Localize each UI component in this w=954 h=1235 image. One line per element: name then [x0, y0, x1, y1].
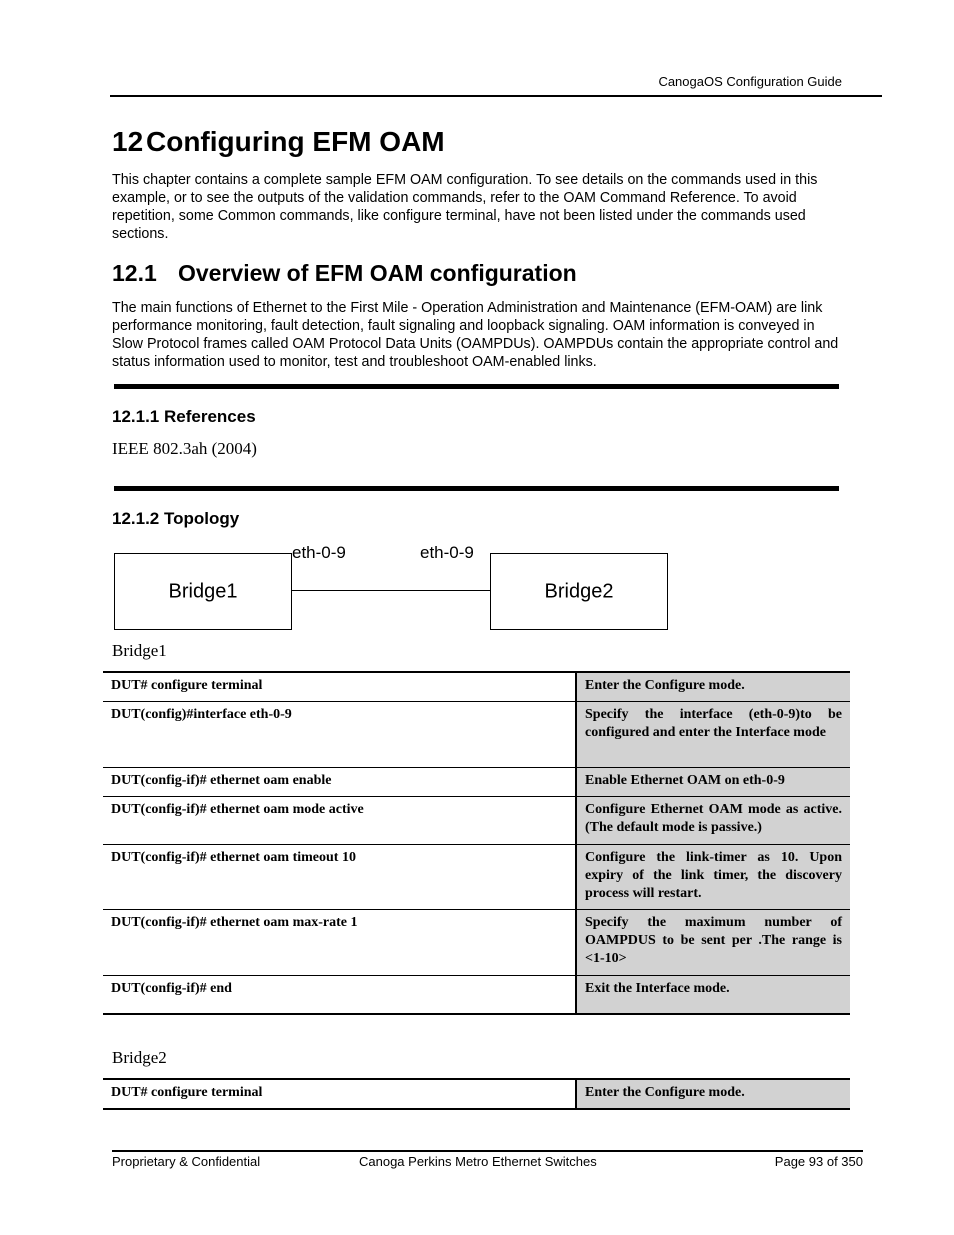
overview-paragraph: The main functions of Ethernet to the First Mile - Operation Administration and Maintenance (EFM-OAM) are link performance monitoring, fault detection, fault signaling and loopback signaling. OAM information is conveyed in Slow Protocol frames called OAM Protocol Data Units (OAMPDUs). OAMPDUs contain the appropriate control and status information used to monitor, test and troubleshoot OAM-enabled links. [112, 300, 839, 370]
description-cell: Enable Ethernet OAM on eth-0-9 [576, 768, 850, 797]
command-cell: DUT(config-if)# ethernet oam timeout 10 [103, 845, 576, 910]
header-rule [110, 95, 882, 97]
footer-rule [112, 1150, 863, 1152]
bridge1-label: Bridge1 [168, 580, 238, 602]
description-cell: Configure Ethernet OAM mode as active. (The default mode is passive.) [576, 797, 850, 845]
description-cell: Exit the Interface mode. [576, 976, 850, 1014]
link-line [291, 590, 490, 591]
description-cell: Enter the Configure mode. [576, 1079, 850, 1109]
separator-rule [114, 486, 839, 491]
description-cell: Specify the maximum number of OAMPDUS to be sent per .The range is <1-10> [576, 910, 850, 976]
footer-center: Canoga Perkins Metro Ethernet Switches [359, 1154, 597, 1169]
description-cell: Enter the Configure mode. [576, 672, 850, 702]
table-row [103, 976, 850, 1014]
section-heading [112, 260, 577, 287]
section-number: 12.1 [112, 260, 157, 286]
port-label-bridge1: eth-0-9 [292, 543, 346, 562]
command-cell: DUT# configure terminal [103, 1079, 576, 1109]
chapter-number: 12 [112, 126, 144, 157]
table-row [103, 768, 850, 797]
separator-rule [114, 384, 839, 389]
table-row [103, 702, 850, 768]
command-cell: DUT(config-if)# end [103, 976, 576, 1014]
bridge1-node [114, 553, 292, 630]
footer-left: Proprietary & Confidential [112, 1154, 261, 1169]
bridge1-caption: Bridge1 [112, 641, 167, 660]
description-cell: Configure the link-timer as 10. Upon expiry of the link timer, the discovery process will restart. [576, 845, 850, 910]
command-cell: DUT# configure terminal [103, 672, 576, 702]
bridge2-node [490, 553, 668, 630]
bridge2-command-table [103, 1078, 850, 1110]
table-row [103, 797, 850, 845]
command-cell: DUT(config-if)# ethernet oam mode active [103, 797, 576, 845]
table-row [103, 672, 850, 702]
table-row [103, 1079, 850, 1109]
table-row [103, 910, 850, 976]
section-title: Overview of EFM OAM configuration [178, 260, 577, 286]
chapter-title: Configuring EFM OAM [146, 126, 445, 157]
description-cell: Specify the interface (eth-0-9)to be configured and enter the Interface mode [576, 702, 850, 768]
header-title: CanogaOS Configuration Guide [658, 74, 842, 89]
bridge2-label: Bridge2 [544, 580, 614, 602]
topology-heading: 12.1.2 Topology [112, 509, 240, 528]
references-text: IEEE 802.3ah (2004) [112, 439, 257, 458]
command-cell: DUT(config-if)# ethernet oam enable [103, 768, 576, 797]
intro-paragraph: This chapter contains a complete sample EFM OAM configuration. To see details on the commands used in this example, or to see the outputs of the validation commands, refer to the OAM Command Reference. To avoid repetition, some Common commands, like configure terminal, have not been listed under the commands used sections. [112, 172, 818, 242]
bridge2-caption: Bridge2 [112, 1048, 167, 1067]
bridge1-command-table [103, 671, 850, 1015]
command-cell: DUT(config)#interface eth-0-9 [103, 702, 576, 768]
footer-right: Page 93 of 350 [774, 1154, 863, 1169]
chapter-heading [112, 126, 445, 158]
port-label-bridge2: eth-0-9 [420, 543, 474, 562]
references-heading: 12.1.1 References [112, 407, 256, 426]
command-cell: DUT(config-if)# ethernet oam max-rate 1 [103, 910, 576, 976]
table-row [103, 845, 850, 910]
